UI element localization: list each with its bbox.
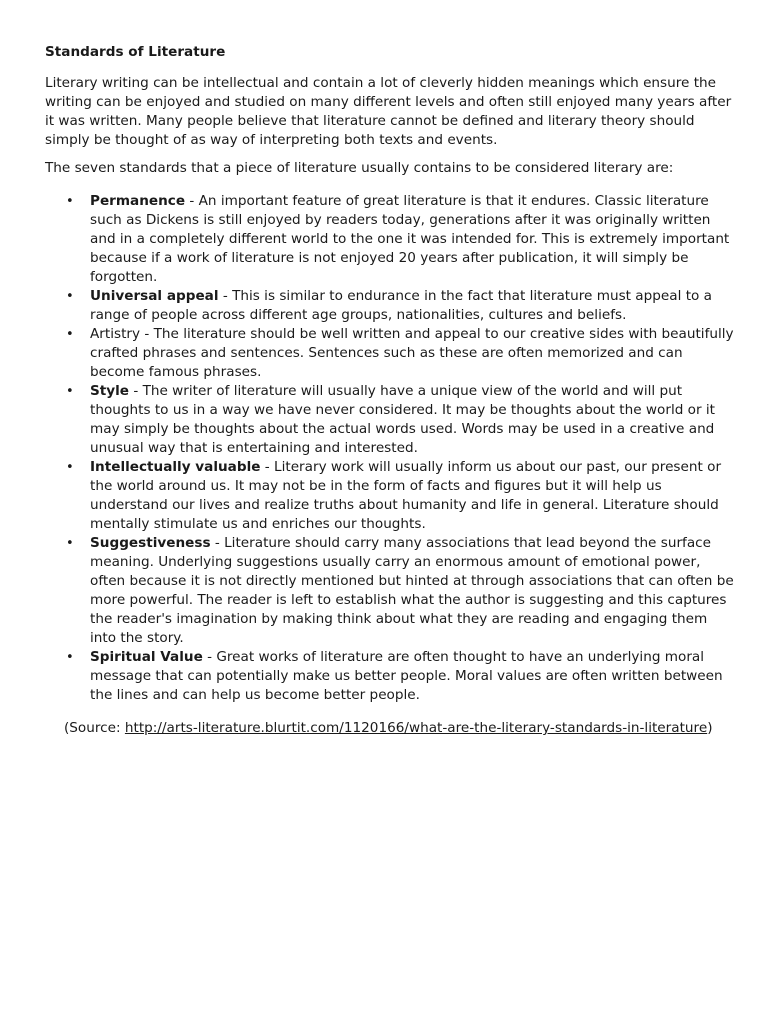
document-page [45, 43, 735, 738]
standard-term: Style [90, 383, 130, 399]
standards-list [45, 192, 735, 705]
list-item [45, 287, 735, 325]
list-item [45, 382, 735, 458]
standard-term: Universal appeal [90, 288, 219, 304]
source-link[interactable]: http://arts-literature.blurtit.com/1120166/what-are-the-literary-standards-in-literature [124, 720, 708, 736]
bullet-icon: • [66, 536, 74, 551]
standard-term: Permanence [90, 193, 186, 209]
source-suffix: ) [707, 720, 713, 736]
list-item [45, 534, 735, 648]
bullet-icon: • [66, 327, 74, 342]
standard-description: Artistry - The literature should be well written and appeal to our creative sides with beautifully crafted phrases and sentences. Sentences such as these are often memorized and can become famous phrases. [90, 326, 734, 380]
source-citation [45, 719, 735, 738]
standard-description: - An important feature of great literature is that it endures. Classic literature such as Dickens is still enjoyed by readers today, generations after it was originally written and in a completely different world to the one it was intended for. This is extremely important because if a work of literature is not enjoyed 20 years after publication, it will simply be forgotten. [90, 193, 730, 285]
list-item [45, 192, 735, 287]
lead-in-paragraph: The seven standards that a piece of literature usually contains to be considered literary are: [45, 160, 674, 176]
document-title: Standards of Literature [45, 44, 226, 60]
bullet-icon: • [66, 194, 74, 209]
standard-term: Suggestiveness [90, 535, 211, 551]
bullet-icon: • [66, 289, 74, 304]
standard-description: - This is similar to endurance in the fact that literature must appeal to a range of people across different age groups, nationalities, cultures and beliefs. [90, 288, 712, 323]
list-item [45, 458, 735, 534]
standard-description: - Great works of literature are often thought to have an underlying moral message that can potentially make us better people. Moral values are often written between the lines and can help us become better people. [90, 649, 723, 703]
bullet-icon: • [66, 460, 74, 475]
list-item [45, 325, 735, 382]
list-item [45, 648, 735, 705]
bullet-icon: • [66, 384, 74, 399]
standard-description: - Literature should carry many associations that lead beyond the surface meaning. Underlying suggestions usually carry an enormous amount of emotional power, often because it is not directly mentioned but hinted at through associations that can often be more powerful. The reader is left to establish what the author is suggesting and this captures the reader's imagination by making think about what they are reading and engaging them into the story. [90, 535, 734, 646]
source-prefix: (Source: [64, 720, 125, 736]
standard-description: - Literary work will usually inform us about our past, our present or the world around us. It may not be in the form of facts and figures but it will help us understand our lives and realize truths about humanity and life in general. Literature should mentally stimulate us and enriches our thoughts. [90, 459, 722, 532]
standard-term: Intellectually valuable [90, 459, 261, 475]
standard-term: Spiritual Value [90, 649, 203, 665]
intro-paragraph: Literary writing can be intellectual and contain a lot of cleverly hidden meanings which ensure the writing can be enjoyed and studied on many different levels and often still enjoyed many years after it was written. Many people believe that literature cannot be defined and literary theory should simply be thought of as way of interpreting both texts and events. [45, 75, 732, 148]
standard-description: - The writer of literature will usually have a unique view of the world and will put thoughts to us in a way we have never considered. It may be thoughts about the world or it may simply be thoughts about the actual words used. Words may be used in a creative and unusual way that is entertaining and interested. [90, 383, 716, 456]
bullet-icon: • [66, 650, 74, 665]
